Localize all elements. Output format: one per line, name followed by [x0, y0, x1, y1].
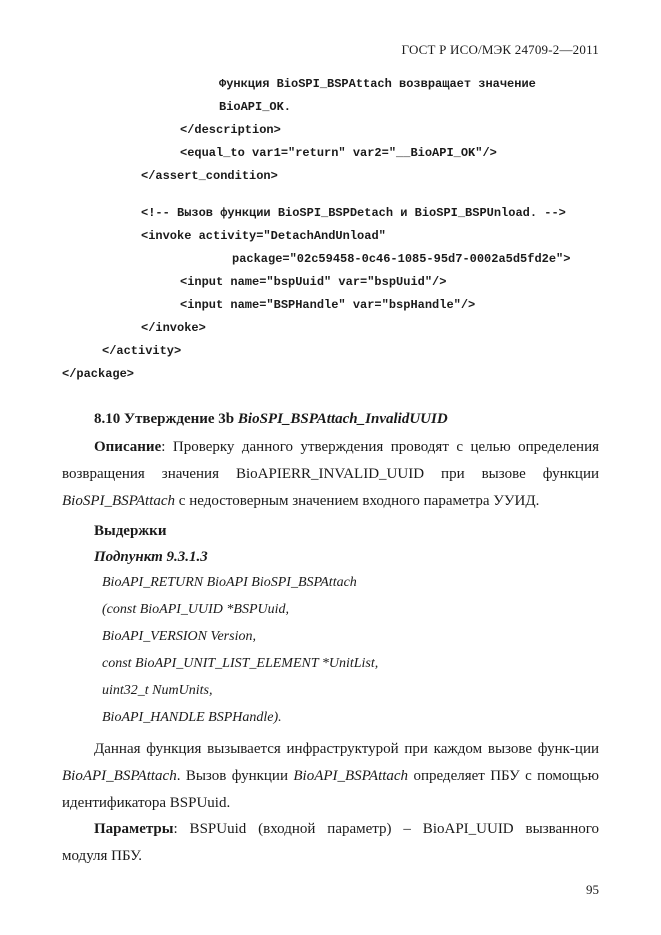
- description-paragraph: [62, 434, 599, 515]
- explanation-text: Данная функция вызывается инфраструктурой при каждом вызове функ-ции: [94, 741, 599, 757]
- code-line: </description>: [180, 123, 281, 137]
- code-line: <!-- Вызов функции BioSPI_BSPDetach и BioSPI_BSPUnload. -->: [141, 206, 566, 220]
- subclause-heading: [62, 544, 599, 571]
- description-function: BioSPI_BSPAttach: [62, 493, 176, 509]
- code-line: </assert_condition>: [141, 169, 278, 183]
- section-number-title: 8.10 Утверждение 3b: [94, 411, 235, 427]
- explanation-text: определяет ПБУ с помощью идентификатора BSPUuid.: [62, 768, 600, 811]
- description-label: Описание: [94, 439, 162, 455]
- parameters-paragraph: [62, 816, 599, 870]
- signature-line: const BioAPI_UNIT_LIST_ELEMENT *UnitList,: [102, 656, 379, 671]
- signature-line: BioAPI_VERSION Version,: [102, 629, 256, 644]
- signature-line: (const BioAPI_UUID *BSPUuid,: [102, 602, 290, 617]
- description-text: : Проверку данного утверждения проводят с целью определения возвращения значения BioAPIERR_INVALID_UUID при вызове функции: [62, 439, 599, 482]
- parameters-text: : BSPUuid (входной параметр) – BioAPI_UUID вызванного модуля ПБУ.: [62, 821, 599, 864]
- explanation-paragraph: [62, 736, 599, 817]
- section-assertion-name: BioSPI_BSPAttach_InvalidUUID: [237, 411, 448, 427]
- subclause-label: Подпункт 9.3.1.3: [94, 549, 208, 565]
- code-line: Функция BioSPI_BSPAttach возвращает значение: [219, 77, 536, 91]
- code-line: <input name="bspUuid" var="bspUuid"/>: [180, 275, 447, 289]
- code-line: </package>: [62, 367, 135, 381]
- code-line: </invoke>: [141, 321, 206, 335]
- code-line: package="02c59458-0c46-1085-95d7-0002a5d5fd2e">: [232, 252, 571, 266]
- excerpts-label: Выдержки: [94, 523, 167, 539]
- code-line: <input name="BSPHandle" var="bspHandle"/>: [180, 298, 476, 312]
- code-line: <invoke activity="DetachAndUnload": [141, 229, 386, 243]
- excerpts-heading: [62, 518, 599, 545]
- code-line: <equal_to var1="return" var2="__BioAPI_OK"/>: [180, 146, 497, 160]
- page-header: ГОСТ Р ИСО/МЭК 24709-2—2011: [401, 42, 599, 57]
- signature-line: BioAPI_RETURN BioAPI BioSPI_BSPAttach: [102, 575, 357, 590]
- code-line: BioAPI_OK.: [219, 100, 292, 114]
- page-number: 95: [586, 882, 599, 897]
- signature-line: BioAPI_HANDLE BSPHandle).: [102, 710, 282, 725]
- signature-line: uint32_t NumUnits,: [102, 683, 213, 698]
- explanation-function: BioAPI_BSPAttach: [62, 768, 177, 784]
- description-text-end: с недостоверным значением входного параметра УУИД.: [175, 493, 540, 509]
- explanation-function: BioAPI_BSPAttach: [293, 768, 409, 784]
- section-title: [94, 411, 631, 428]
- code-line: </activity>: [102, 344, 182, 358]
- explanation-text: . Вызов функции: [176, 768, 294, 784]
- parameters-label: Параметры: [94, 821, 174, 837]
